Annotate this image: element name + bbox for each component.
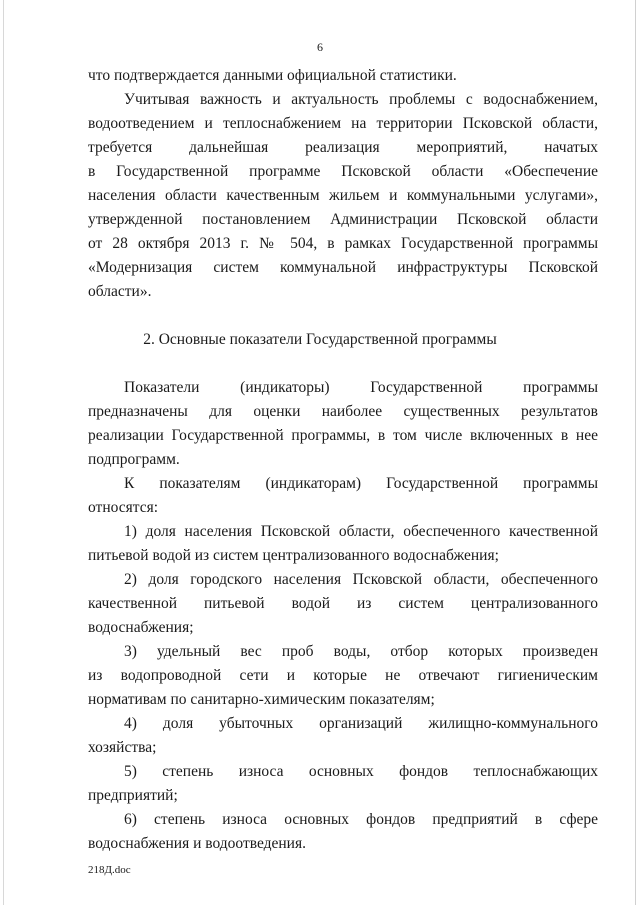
text-line: что подтверждается данными официальной статистики. bbox=[88, 67, 457, 84]
text-line: «Модернизация систем коммунальной инфраструктуры Псковской bbox=[88, 259, 598, 276]
list-item-line: водоснабжения; bbox=[88, 619, 194, 636]
list-item-line: 6) степень износа основных фондов предприятий в сфере bbox=[124, 811, 598, 828]
list-item-line: 3) удельный вес проб воды, отбор которых произведен bbox=[124, 643, 598, 660]
list-item-line: предприятий; bbox=[88, 787, 178, 804]
text-line: области». bbox=[88, 283, 152, 300]
list-item-line: из водопроводной сети и которые не отвечают гигиеническим bbox=[88, 667, 598, 684]
text-line: подпрограмм. bbox=[88, 451, 180, 468]
list-item-line: качественной питьевой водой из систем централизованного bbox=[88, 595, 598, 612]
text-line: К показателям (индикаторам) Государственной программы bbox=[124, 475, 598, 492]
section-heading: 2. Основные показатели Государственной программы bbox=[143, 331, 497, 348]
text-line: в Государственной программе Псковской области «Обеспечение bbox=[88, 163, 598, 180]
text-line: водоотведением и теплоснабжением на территории Псковской области, bbox=[88, 115, 598, 132]
text-line: реализации Государственной программы, в том числе включенных в нее bbox=[88, 427, 598, 444]
text-line: населения области качественным жильем и коммунальными услугами», bbox=[88, 187, 598, 204]
scan-edge-right bbox=[635, 0, 636, 905]
list-item-line: хозяйства; bbox=[88, 739, 157, 756]
text-line: от 28 октября 2013 г. № 504, в рамках Государственной программы bbox=[88, 235, 598, 252]
footer-filename: 218Д.doc bbox=[88, 864, 131, 876]
text-line: предназначены для оценки наиболее существенных результатов bbox=[88, 403, 598, 420]
list-item-line: водоснабжения и водоотведения. bbox=[88, 835, 306, 852]
page-number: 6 bbox=[317, 40, 323, 54]
list-item-line: 1) доля населения Псковской области, обеспеченного качественной bbox=[124, 523, 598, 540]
list-item-line: 2) доля городского населения Псковской области, обеспеченного bbox=[124, 571, 598, 588]
text-line: утвержденной постановлением Администрации Псковской области bbox=[88, 211, 598, 228]
list-item-line: нормативам по санитарно-химическим показателям; bbox=[88, 691, 435, 708]
text-line: Показатели (индикаторы) Государственной программы bbox=[124, 379, 598, 396]
text-line: требуется дальнейшая реализация мероприятий, начатых bbox=[88, 139, 598, 156]
list-item-line: 5) степень износа основных фондов теплоснабжающих bbox=[124, 763, 598, 780]
list-item-line: 4) доля убыточных организаций жилищно-коммунального bbox=[124, 715, 598, 732]
text-line: Учитывая важность и актуальность проблемы с водоснабжением, bbox=[124, 91, 598, 108]
scan-edge-left bbox=[3, 0, 4, 905]
text-line: относятся: bbox=[88, 499, 159, 516]
list-item-line: питьевой водой из систем централизованного водоснабжения; bbox=[88, 547, 499, 564]
